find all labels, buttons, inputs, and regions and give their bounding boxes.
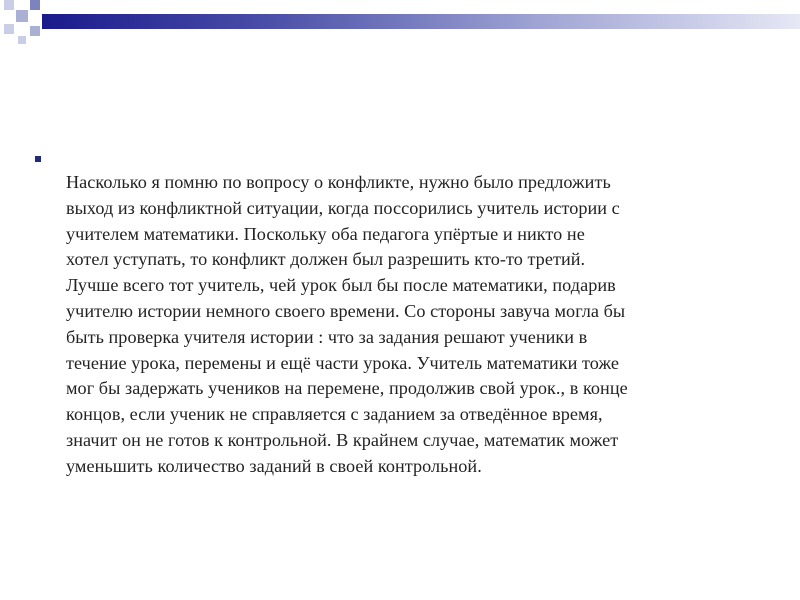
decor-square: [30, 0, 40, 10]
decor-square: [4, 24, 14, 34]
decor-square: [4, 0, 14, 10]
header-gradient-bar: [42, 14, 800, 29]
decor-square: [18, 36, 26, 44]
paragraph-line: Насколько я помню по вопросу о конфликте, нужно было предложить: [66, 172, 611, 192]
paragraph-line: Лучше всего тот учитель, чей урок был бы после математики, подарив: [66, 275, 616, 296]
decor-square: [30, 26, 40, 36]
paragraph-line: концов, если ученик не справляется с заданием за отведённое время,: [66, 404, 603, 425]
paragraph-line: мог бы задержать учеников на перемене, продолжив свой урок., в конце: [66, 378, 628, 399]
paragraph-line: выход из конфликтной ситуации, когда поссорились учитель истории с: [66, 197, 620, 218]
paragraph-line: течение урока, перемены и ещё части урока. Учитель математики тоже: [66, 352, 619, 373]
paragraph-line: хотел уступать, то конфликт должен был разрешить кто-то третий.: [66, 249, 586, 270]
square-bullet-icon: [35, 156, 41, 162]
paragraph-line: учителем математики. Поскольку оба педагога упёртые и никто не: [66, 223, 585, 244]
paragraph-line: быть проверка учителя истории : что за задания решают ученики в: [66, 326, 588, 347]
paragraph-line: учителю истории немного своего времени. Со стороны завуча могла бы: [66, 300, 626, 321]
paragraph-line: уменьшить количество заданий в своей контрольной.: [66, 455, 482, 476]
paragraph-line: значит он не готов к контрольной. В крайнем случае, математик может: [66, 429, 619, 450]
decor-square: [16, 10, 28, 22]
body-paragraph: [66, 170, 756, 480]
